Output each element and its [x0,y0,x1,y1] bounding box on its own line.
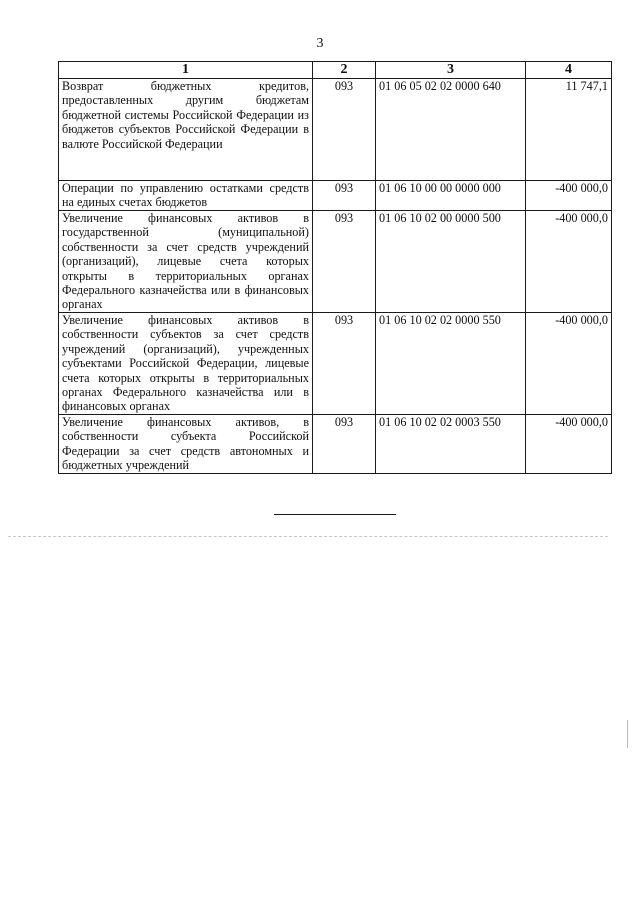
scan-artifact-line [8,536,608,537]
column-header-2: 2 [313,62,376,79]
end-of-document-line [274,514,396,515]
row-admin-code: 093 [313,79,376,181]
row-amount: 11 747,1 [526,79,612,181]
table-row [59,181,612,211]
column-header-3: 3 [376,62,526,79]
table-row [59,313,612,415]
table-row [59,79,612,181]
budget-sources-table [58,61,612,474]
table-header-row [59,62,612,79]
page-number: 3 [316,36,324,51]
row-admin-code: 093 [313,313,376,415]
row-description: Увеличение финансовых активов в собственности субъектов за счет средств учреждений (организаций), учрежденных субъектами Российской Федерации, лицевые счета которых открыты в территориальных органах Федерального казначейства или в финансовых органах [59,313,313,415]
table-row [59,415,612,474]
row-classification-code: 01 06 10 02 02 0003 550 [376,415,526,474]
row-classification-code: 01 06 10 02 02 0000 550 [376,313,526,415]
row-amount: -400 000,0 [526,313,612,415]
row-admin-code: 093 [313,181,376,211]
row-admin-code: 093 [313,415,376,474]
row-classification-code: 01 06 05 02 02 0000 640 [376,79,526,181]
row-admin-code: 093 [313,211,376,313]
column-header-4: 4 [526,62,612,79]
scan-artifact-mark [627,720,628,748]
row-description: Увеличение финансовых активов, в собственности субъекта Российской Федерации за счет средств автономных и бюджетных учреждений [59,415,313,474]
row-amount: -400 000,0 [526,211,612,313]
row-classification-code: 01 06 10 00 00 0000 000 [376,181,526,211]
row-description: Увеличение финансовых активов в государственной (муниципальной) собственности за счет средств учреждений (организаций), лицевые счета которых открыты в территориальных органах Федерального казначейства или в финансовых органах [59,211,313,313]
row-amount: -400 000,0 [526,415,612,474]
row-description: Возврат бюджетных кредитов, предоставленных другим бюджетам бюджетной системы Российской Федерации из бюджетов субъектов Российской Федерации в валюте Российской Федерации [59,79,313,181]
table-row [59,211,612,313]
row-classification-code: 01 06 10 02 00 0000 500 [376,211,526,313]
row-amount: -400 000,0 [526,181,612,211]
column-header-1: 1 [59,62,313,79]
row-description: Операции по управлению остатками средств на единых счетах бюджетов [59,181,313,211]
